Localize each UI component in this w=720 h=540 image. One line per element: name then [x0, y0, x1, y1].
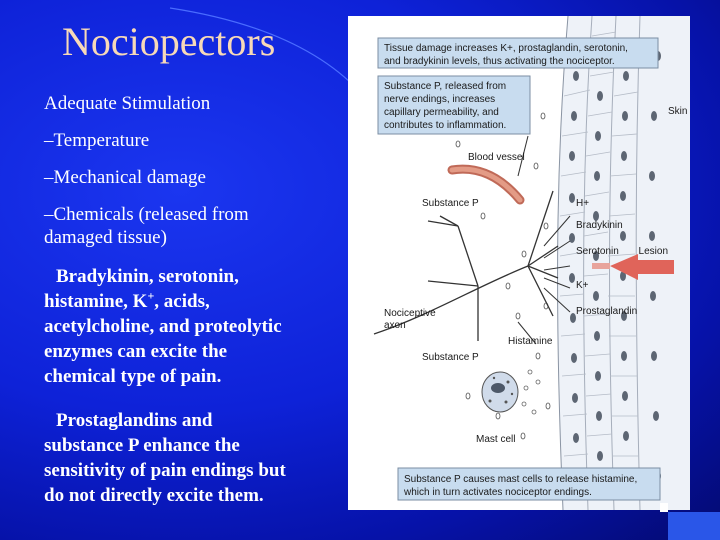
paragraph-chemical-excitants: [44, 264, 282, 389]
nociceptor-diagram: [348, 16, 690, 510]
paragraph-sensitizers: [44, 408, 286, 508]
top-caption-line2: and bradykinin levels, thus activating the nociceptor.: [384, 56, 615, 67]
bullet-temperature: –Temperature: [44, 130, 150, 151]
bullet-adequate-stimulation: Adequate Stimulation: [44, 93, 211, 114]
paragraph2-line2: substance P enhance the: [44, 435, 240, 456]
top-caption-line1: Tissue damage increases K+, prostaglandin, serotonin,: [384, 43, 628, 54]
label-blood-vessel: Blood vessel: [468, 152, 525, 163]
paragraph2-line3: sensitivity of pain endings but: [44, 460, 286, 481]
bottom-caption-line1: Substance P causes mast cells to release histamine,: [404, 474, 638, 485]
label-axon: axon: [384, 320, 406, 331]
paragraph1-line1: Bradykinin, serotonin,: [56, 266, 239, 287]
mid-caption-line1: Substance P, released from: [384, 81, 507, 92]
paragraph1-line3: acetylcholine, and proteolytic: [44, 316, 282, 337]
slide-title: Nociopectors: [62, 19, 276, 64]
bullet-chemicals: –Chemicals (released from: [44, 204, 249, 225]
corner-tile: [668, 512, 720, 540]
label-substance-p-1: Substance P: [422, 198, 479, 209]
mast-cell: [482, 372, 518, 412]
bullet-mechanical-damage: –Mechanical damage: [44, 167, 206, 188]
paragraph1-line2: histamine, K+, acids,: [44, 288, 210, 312]
label-serotonin: Serotonin: [576, 246, 619, 257]
paragraph1-line4: enzymes can excite the: [44, 341, 228, 362]
label-h-plus: H+: [576, 198, 590, 209]
paragraph2-line1: Prostaglandins and: [56, 410, 213, 431]
paragraph2-line4: do not directly excite them.: [44, 485, 264, 506]
bullet-chemicals-cont: damaged tissue): [44, 227, 167, 248]
label-skin: Skin: [668, 106, 688, 117]
label-substance-p-2: Substance P: [422, 352, 479, 363]
mid-caption-line4: contributes to inflammation.: [384, 120, 507, 131]
label-nociceptive: Nociceptive: [384, 308, 436, 319]
paragraph1-line5: chemical type of pain.: [44, 366, 222, 387]
label-mast-cell: Mast cell: [476, 434, 516, 445]
mid-caption-line3: capillary permeability, and: [384, 107, 499, 118]
label-histamine: Histamine: [508, 336, 553, 347]
bottom-caption-line2: which in turn activates nociceptor endings.: [404, 487, 592, 498]
label-k-plus: K+: [576, 280, 589, 291]
diagram-svg: [348, 16, 690, 510]
label-bradykinin: Bradykinin: [576, 220, 623, 231]
mid-caption-line2: nerve endings, increases: [384, 94, 496, 105]
label-lesion: Lesion: [638, 246, 668, 257]
label-prostaglandin: Prostaglandin: [576, 306, 638, 317]
corner-tile-accent: [660, 503, 668, 512]
